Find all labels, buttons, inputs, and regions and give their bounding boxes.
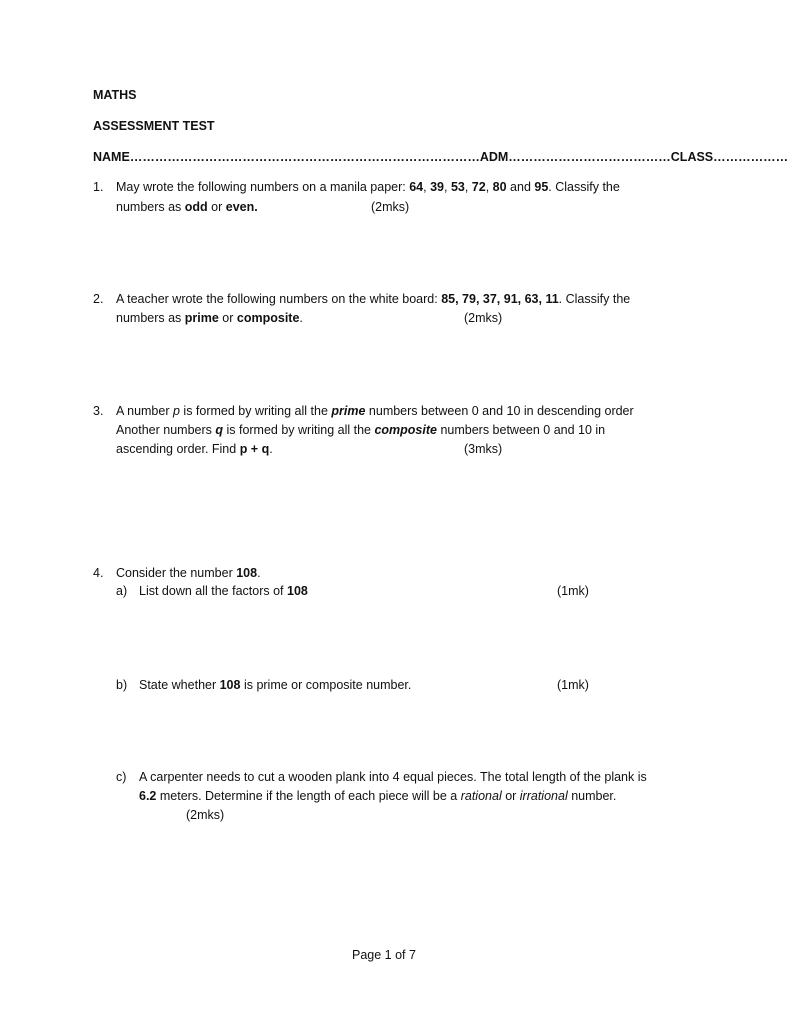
question-number: 1. bbox=[93, 180, 104, 194]
marks-label: (2mks) bbox=[371, 200, 410, 214]
adm-label: ADM bbox=[479, 150, 509, 164]
student-info-line bbox=[93, 148, 788, 167]
question-text-line: 6.2 meters. Determine if the length of each piece will be a rational or irrational number. bbox=[139, 789, 617, 803]
question-text-line: Consider the number 108. bbox=[116, 566, 261, 580]
question-text-line: May wrote the following numbers on a manila paper: 64, 39, 53, 72, 80 and 95. Classify the bbox=[116, 180, 620, 194]
test-title-text: ASSESSMENT TEST bbox=[93, 119, 215, 133]
marks-label: (3mks) bbox=[464, 442, 503, 456]
class-blank[interactable]: ……………… bbox=[713, 150, 788, 164]
question-number: 2. bbox=[93, 292, 104, 306]
page-number: Page 1 of 7 bbox=[352, 948, 416, 962]
question-text-line: numbers as prime or composite. bbox=[116, 311, 303, 325]
question-text-line: Another numbers q is formed by writing all the composite numbers between 0 and 10 in bbox=[116, 423, 606, 437]
sub-question-label: c) bbox=[116, 770, 127, 784]
marks-label: (2mks) bbox=[186, 808, 225, 822]
subject-text: MATHS bbox=[93, 88, 137, 102]
question-text-line: A carpenter needs to cut a wooden plank into 4 equal pieces. The total length of the plank is bbox=[139, 770, 647, 784]
subject-heading bbox=[93, 86, 137, 105]
test-title bbox=[93, 117, 215, 136]
marks-label: (1mk) bbox=[557, 584, 589, 598]
question-text-line: numbers as odd or even. bbox=[116, 200, 258, 214]
sub-question-label: b) bbox=[116, 678, 128, 692]
question-number: 4. bbox=[93, 566, 104, 580]
name-label: NAME bbox=[93, 150, 130, 164]
question-text-line: A number p is formed by writing all the prime numbers between 0 and 10 in descending order bbox=[116, 404, 634, 418]
question-number: 3. bbox=[93, 404, 104, 418]
class-label: CLASS bbox=[670, 150, 714, 164]
adm-blank[interactable]: ………………………………… bbox=[508, 150, 671, 164]
question-text-line: A teacher wrote the following numbers on the white board: 85, 79, 37, 91, 63, 11. Classify the bbox=[116, 292, 631, 306]
marks-label: (1mk) bbox=[557, 678, 589, 692]
question-text-line: ascending order. Find p + q. bbox=[116, 442, 273, 456]
question-text-line: State whether 108 is prime or composite number. bbox=[139, 678, 412, 692]
question-text-line: List down all the factors of 108 bbox=[139, 584, 308, 598]
sub-question-label: a) bbox=[116, 584, 128, 598]
name-blank[interactable]: ………………………………………………………………………… bbox=[129, 150, 480, 164]
marks-label: (2mks) bbox=[464, 311, 503, 325]
